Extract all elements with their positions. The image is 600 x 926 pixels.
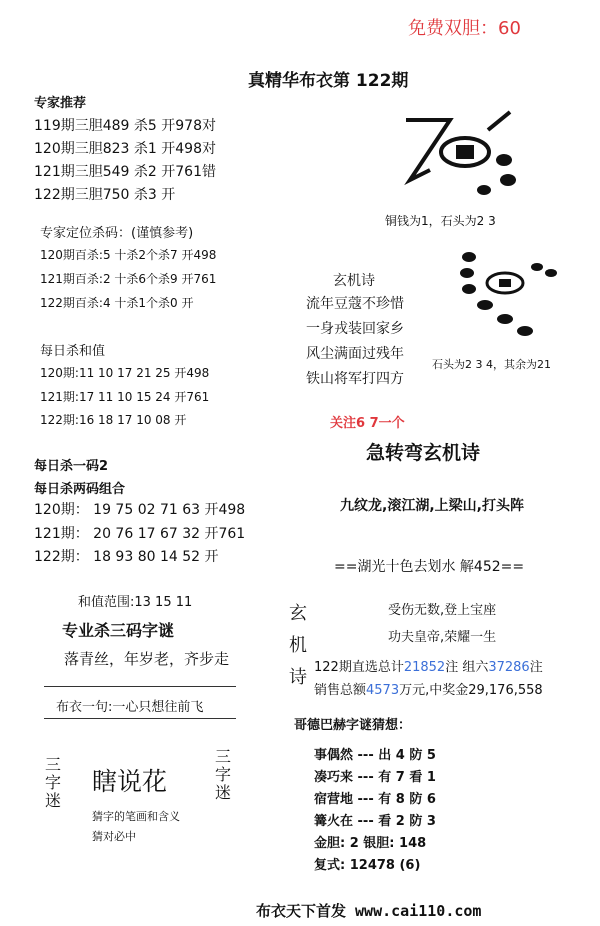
stone-icon (500, 174, 516, 186)
daily-kill-line: 122期： 18 93 80 14 52 开 (34, 549, 219, 565)
sales-text: 注 组六 (445, 660, 489, 675)
goldbach-line: 凑巧来 --- 有 7 看 1 (314, 770, 436, 785)
xuanji2-line: 功夫皇帝,荣耀一生 (388, 630, 497, 645)
stone-caption: 石头为2 3 4，其余为21 (432, 358, 551, 371)
daily-sum-line: 121期:17 11 10 15 24 开761 (40, 390, 210, 404)
riddle-vertical-char: 迷 (44, 791, 61, 810)
stone-drawing (455, 245, 565, 345)
riddle-vertical-right (214, 748, 232, 802)
sales-text: 销售总额 (314, 683, 367, 698)
xuanji-poem-line: 铁山将军打四方 (306, 371, 404, 387)
goldbach-line: 金胆: 2 银胆: 148 (314, 836, 427, 851)
sales-text: 注 (529, 660, 543, 675)
stone-icon (462, 252, 476, 262)
coin-caption: 铜钱为1，石头为2 3 (385, 214, 496, 228)
goldbach-header: 哥德巴赫字谜猜想： (294, 718, 412, 733)
position-kill-line: 121期百杀:2 十杀6个杀9 开761 (40, 272, 217, 286)
riddle-hint: 猜对必中 (92, 830, 136, 843)
pro-kill-sub: 落青丝，年岁老，齐步走 (64, 650, 230, 668)
group-six-count: 37286 (488, 660, 530, 675)
goldbach-line: 事偶然 --- 出 4 防 5 (314, 748, 436, 763)
follow-note: 关注6 7一个 (330, 416, 405, 431)
coin-stroke (488, 112, 510, 130)
daily-sum-line: 122期:16 18 17 10 08 开 (40, 413, 187, 427)
coin-hole (458, 147, 472, 157)
xuanji-poem-line: 一身戎装回家乡 (306, 321, 404, 337)
expert-header: 专家推荐 (34, 96, 87, 111)
xuanji-poem-line: 风尘满面过残年 (306, 346, 404, 362)
turn-poem-title: 急转弯玄机诗 (366, 442, 481, 464)
page-title: 真精华布衣第 122期 (248, 71, 409, 91)
sales-text: 万元,中奖金29,176,558 (399, 683, 543, 698)
stone-icon (545, 269, 557, 277)
pro-kill-title: 专业杀三码字谜 (62, 621, 175, 640)
footer-site: 布衣天下首发 www.cai110.com (256, 902, 482, 920)
stone-icon (462, 284, 476, 294)
turn-poem-line: 九纹龙,滚江湖,上梁山,打头阵 (340, 498, 524, 514)
expert-line: 119期三胆489 杀5 开978对 (34, 118, 216, 134)
coin-drawing (400, 100, 530, 210)
sales-text: 122期直选总计 (314, 660, 404, 675)
xuanji-poem-line: 流年豆蔻不珍惜 (306, 296, 404, 312)
goldbach-line: 篝火在 --- 看 2 防 3 (314, 814, 436, 829)
xuanji2-line: 受伤无数,登上宝座 (388, 603, 497, 618)
xuanji-vertical-char: 玄 (289, 603, 307, 624)
stone-icon (477, 300, 493, 310)
daily-sum-header: 每日杀和值 (40, 344, 106, 359)
xuanji-vertical (288, 598, 308, 694)
daily-kill-line: 121期： 20 76 17 67 32 开761 (34, 526, 246, 542)
buyi-saying: 布衣一句:一心只想往前飞 (56, 700, 204, 715)
xuanji-vertical-char: 机 (289, 635, 307, 656)
stone-icon (477, 185, 491, 195)
divider-line (44, 718, 236, 719)
position-kill-line: 120期百杀:5 十杀2个杀7 开498 (40, 248, 217, 262)
sales-line-1 (314, 656, 543, 675)
stone-icon (496, 154, 512, 166)
daily-kill-header: 每日杀一码2 (34, 459, 109, 474)
riddle-vertical-left (44, 756, 62, 810)
daily-kill-combo-header: 每日杀两码组合 (34, 482, 126, 497)
divider-line (44, 686, 236, 687)
riddle-vertical-char: 字 (44, 773, 61, 792)
sales-total: 4573 (366, 683, 400, 698)
riddle-vertical-char: 三 (214, 747, 231, 766)
riddle-vertical-char: 迷 (214, 783, 231, 802)
riddle-hint: 猜字的笔画和含义 (92, 810, 180, 823)
riddle-main: 瞎说花 (92, 767, 168, 796)
goldbach-line: 宿营地 --- 有 8 防 6 (314, 792, 436, 807)
position-kill-line: 122期百杀:4 十杀1个杀0 开 (40, 296, 194, 310)
direct-count: 21852 (403, 660, 446, 675)
riddle-vertical-char: 三 (44, 755, 61, 774)
coin-hole (499, 279, 511, 287)
sales-line-2 (314, 679, 543, 698)
sum-range: 和值范围:13 15 11 (78, 595, 193, 610)
expert-line: 120期三胆823 杀1 开498对 (34, 141, 216, 157)
coin-stroke (406, 120, 450, 180)
stone-icon (517, 326, 533, 336)
stone-icon (531, 263, 543, 271)
daily-kill-line: 120期： 19 75 02 71 63 开498 (34, 502, 246, 518)
xuanji-vertical-char: 诗 (289, 667, 307, 688)
stone-icon (460, 268, 474, 278)
stone-icon (497, 314, 513, 324)
daily-sum-line: 120期:11 10 17 21 25 开498 (40, 366, 210, 380)
riddle-vertical-char: 字 (214, 765, 231, 784)
expert-line: 121期三胆549 杀2 开761错 (34, 164, 216, 180)
position-kill-header: 专家定位杀码：(谨慎参考) (40, 226, 194, 241)
goldbach-line: 复式: 12478 (6) (314, 858, 421, 873)
free-double-badge: 免费双胆：60 (408, 18, 521, 39)
lake-line: ==湖光十色去划水 解452== (334, 559, 525, 575)
expert-line: 122期三胆750 杀3 开 (34, 187, 176, 203)
xuanji-poem-title: 玄机诗 (333, 273, 375, 289)
